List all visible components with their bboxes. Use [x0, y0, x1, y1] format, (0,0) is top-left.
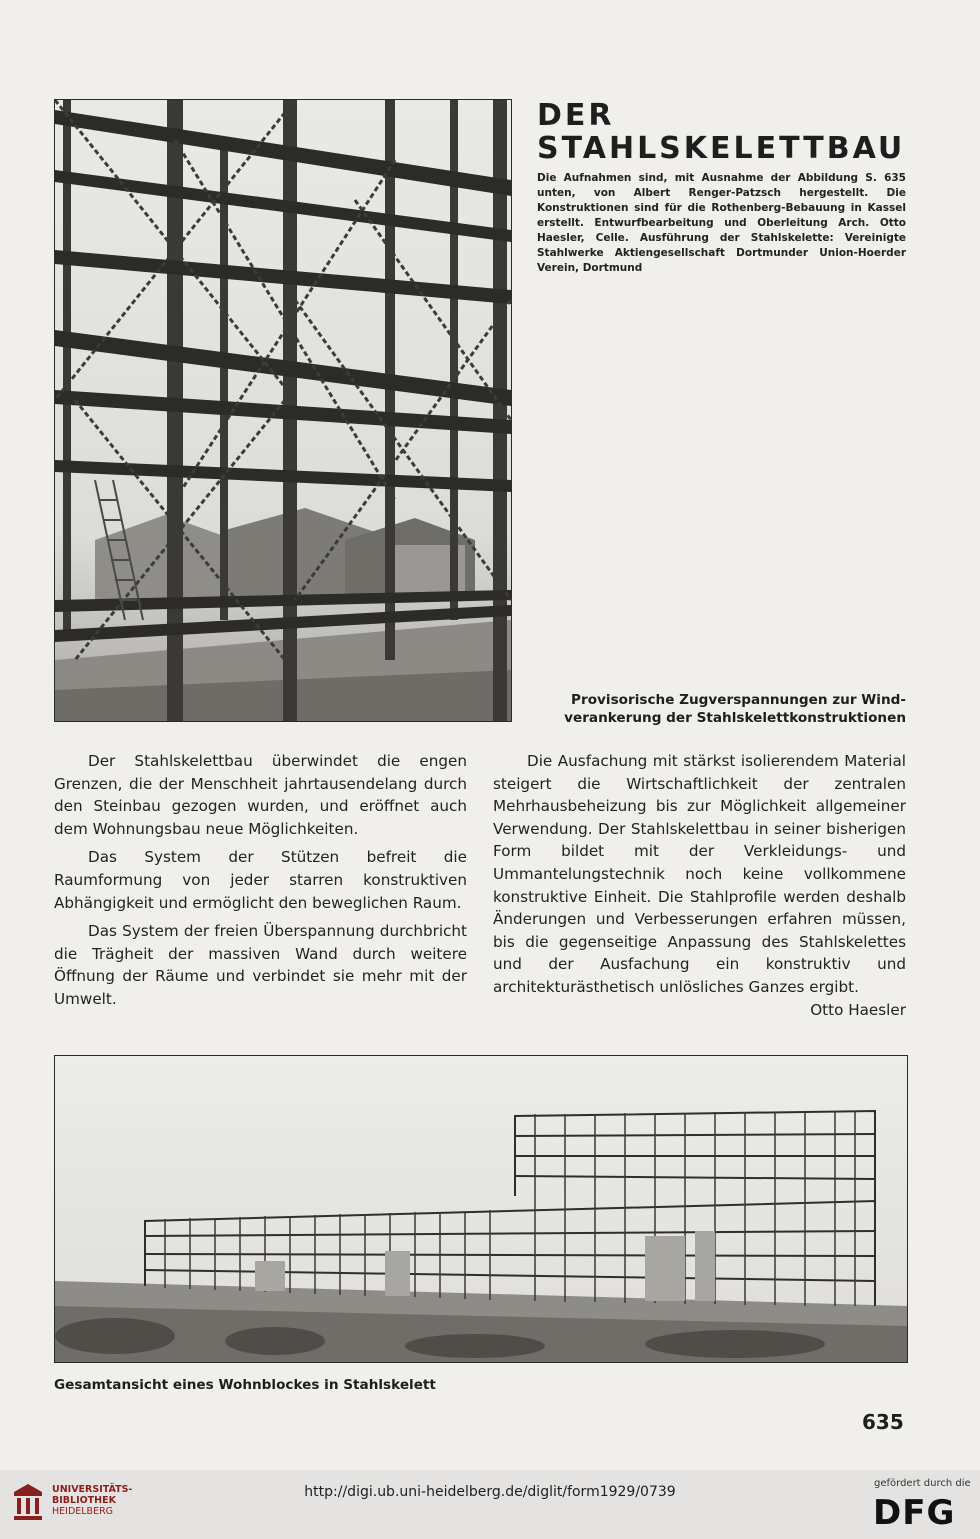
- library-name-line-2: BIBLIOTHEK: [52, 1495, 116, 1506]
- university-library-name: [52, 1484, 132, 1517]
- digital-library-footer: [0, 1470, 980, 1539]
- steel-frame-photo-drawing: [55, 100, 511, 721]
- photo-housing-block-overview: [54, 1055, 908, 1363]
- paragraph: Das System der freien Überspannung durchbricht die Trägheit der massiven Wand durch weitere Öffnung der Räume und verbindet sie mehr mit der Umwelt.: [54, 922, 467, 1008]
- funded-by-label: gefördert durch die: [874, 1478, 971, 1489]
- housing-block-photo-drawing: [55, 1056, 907, 1362]
- author-signature: Otto Haesler: [810, 1000, 906, 1019]
- caption-top-photo: [537, 691, 906, 727]
- paragraph: Der Stahlskelettbau überwindet die engen Grenzen, die der Menschheit jahrtausendelang durch den Steinbau gezogen wurden, und eröffnet auch dem Wohnungsbau neue Möglichkeiten.: [54, 752, 467, 838]
- photo-credits: Die Aufnahmen sind, mit Ausnahme der Abbildung S. 635 unten, von Albert Renger-Patzsch hergestellt. Die Konstruktionen sind für die Rothenberg-Bebauung in Kassel erstellt. Entwurfbearbeitung und Oberleitung Arch. Otto Haesler, Celle. Ausführung der Stahlskelette: Vereinigte Stahlwerke Aktiengesellschaft Dortmunder Union-Hoerder Verein, Dortmund: [537, 172, 906, 274]
- text-column-right: [493, 750, 906, 1021]
- dfg-logo: DFG: [873, 1493, 956, 1533]
- article-title-line-2: STAHLSKELETTBAU: [537, 131, 906, 166]
- university-library-logo-icon: [12, 1482, 44, 1522]
- paragraph: Das System der Stützen befreit die Raumformung von jeder starren konstruktiven Abhängigkeit und ermöglicht den beweglichen Raum.: [54, 848, 467, 912]
- photo-steel-skeleton-bracing: [54, 99, 512, 722]
- permalink-url[interactable]: http://digi.ub.uni-heidelberg.de/diglit/form1929/0739: [304, 1484, 676, 1500]
- caption-bottom-photo: Gesamtansicht eines Wohnblockes in Stahlskelett: [54, 1377, 436, 1393]
- library-name-line-1: UNIVERSITÄTS-: [52, 1484, 133, 1495]
- paragraph: [493, 750, 906, 1019]
- caption-top-line-2: verankerung der Stahlskelettkonstruktionen: [564, 710, 906, 726]
- caption-top-line-1: Provisorische Zugverspannungen zur Wind-: [571, 692, 906, 708]
- page-number: 635: [862, 1410, 904, 1434]
- paragraph-text: Die Ausfachung mit stärkst isolierendem Material steigert die Wirtschaftlichkeit der zentralen Mehrhausbeheizung bis zur Möglichkeit allgemeiner Verwendung. Der Stahlskelettbau in seiner bisherigen Form bildet mit der Verkleidungs- und Ummantelungstechnik noch keine vollkommene konstruktive Einheit. Die Stahlprofile werden deshalb Änderungen und Verbesserungen erfahren müssen, bis die gegenseitige Anpassung des Stahlskelettes und der Ausfachung ein konstruktiv und architekturästhetisch unlösliches Ganzes ergibt.: [493, 752, 906, 996]
- library-name-line-3: HEIDELBERG: [52, 1506, 114, 1517]
- article-title-line-1: DER: [537, 98, 615, 133]
- text-column-left: [54, 750, 467, 1017]
